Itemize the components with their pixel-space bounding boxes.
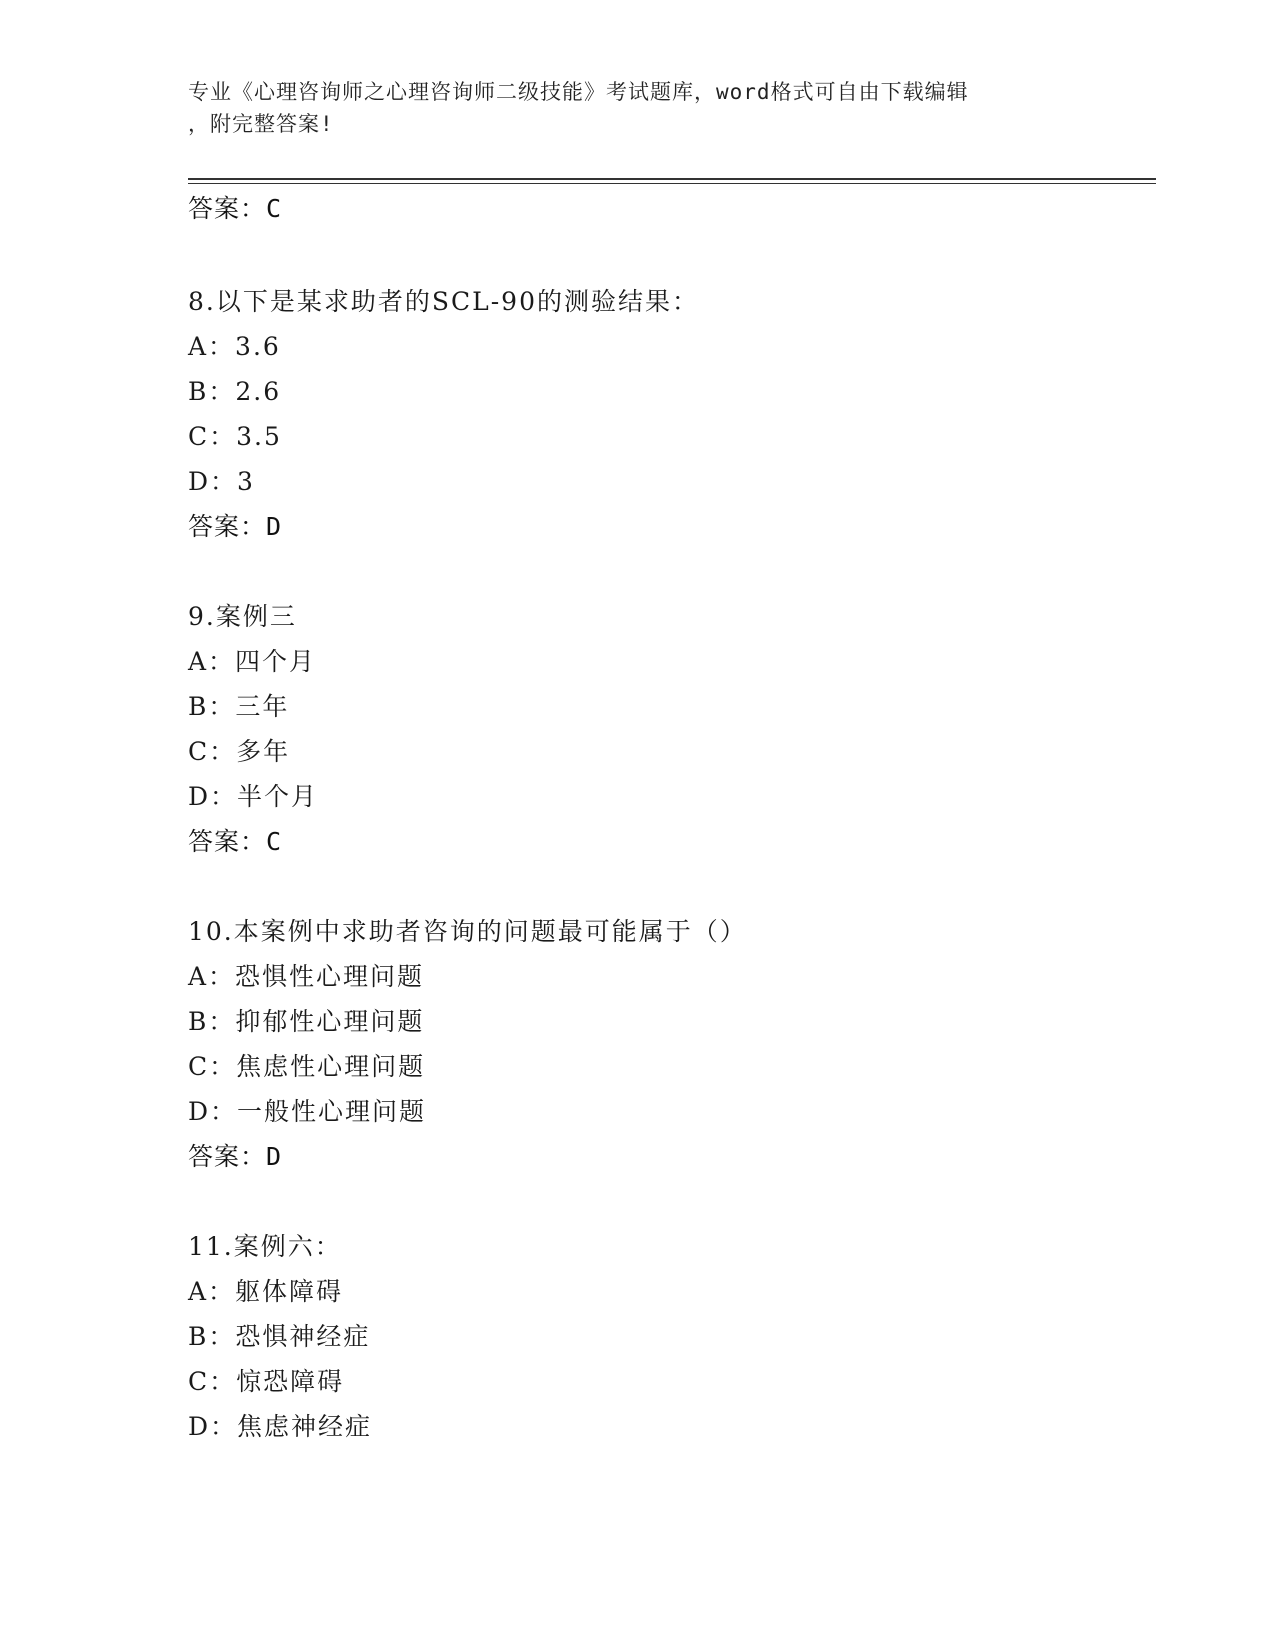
question-10-answer: 答案：D <box>188 1142 283 1171</box>
question-10-option-b: B：抑郁性心理问题 <box>188 1007 425 1036</box>
question-10-option-d: D：一般性心理问题 <box>188 1097 427 1126</box>
question-11-option-b: B：恐惧神经症 <box>188 1322 371 1351</box>
question-8-option-c: C：3.5 <box>188 422 282 451</box>
question-10-stem: 10.本案例中求助者咨询的问题最可能属于（） <box>188 917 747 946</box>
question-11-option-d: D：焦虑神经症 <box>188 1412 373 1441</box>
question-9-option-c: C：多年 <box>188 737 291 766</box>
question-8-option-b: B：2.6 <box>188 377 282 406</box>
header-divider-thick <box>188 178 1156 180</box>
question-9-stem: 9.案例三 <box>188 602 297 631</box>
question-8-answer: 答案：D <box>188 512 283 541</box>
page-header <box>188 76 1088 140</box>
previous-answer: 答案：C <box>188 194 283 223</box>
question-11-option-c: C：惊恐障碍 <box>188 1367 345 1396</box>
question-9-option-a: A：四个月 <box>188 647 317 676</box>
question-11-stem: 11.案例六： <box>188 1232 342 1261</box>
question-10-option-c: C：焦虑性心理问题 <box>188 1052 426 1081</box>
question-9-answer: 答案：C <box>188 827 283 856</box>
header-line-1: 专业《心理咨询师之心理咨询师二级技能》考试题库，word格式可自由下载编辑 <box>188 80 969 104</box>
question-9-option-b: B：三年 <box>188 692 290 721</box>
header-divider-thin <box>188 183 1156 184</box>
question-9-option-d: D：半个月 <box>188 782 319 811</box>
question-8-option-d: D：3 <box>188 467 255 496</box>
question-8-option-a: A：3.6 <box>188 332 281 361</box>
question-11-option-a: A：躯体障碍 <box>188 1277 344 1306</box>
question-8-stem: 8.以下是某求助者的SCL-90的测验结果： <box>188 287 699 316</box>
header-line-2: ，附完整答案! <box>188 112 334 136</box>
question-10-option-a: A：恐惧性心理问题 <box>188 962 425 991</box>
